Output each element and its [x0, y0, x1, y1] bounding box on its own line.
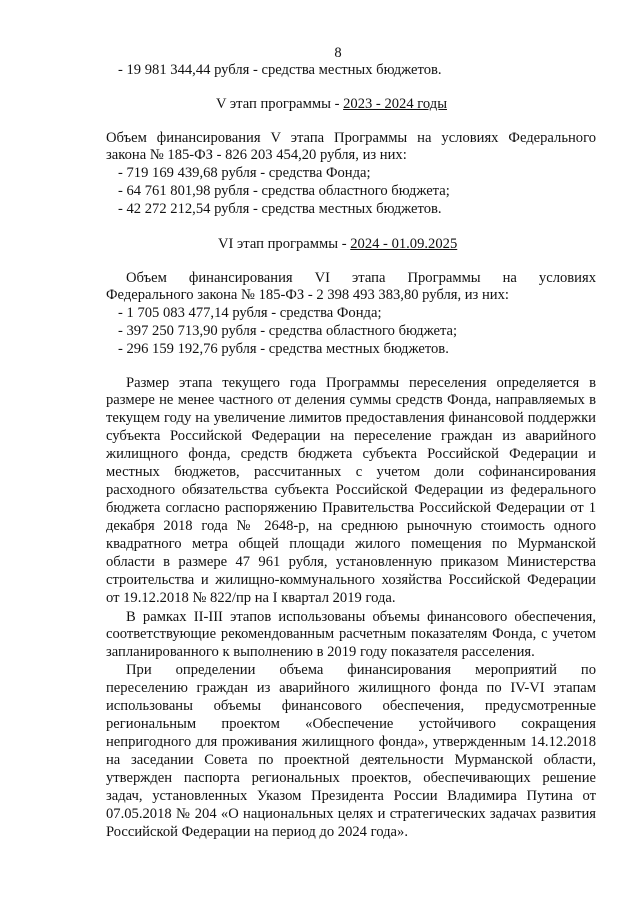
paragraph-line: Федерального закона № 185-ФЗ - 2 398 493 383,80 рубля, из них:: [106, 287, 509, 303]
paragraph-line: местных бюджетов, рассчитанных с учетом доли софинансирования: [106, 464, 596, 480]
paragraph-line: субъекта Российской Федерации на переселение граждан из аварийного: [106, 428, 596, 444]
paragraph-line: использованы объемы финансового обеспечения, предусмотренные: [106, 698, 596, 714]
list-item: - 64 761 801,98 рубля - средства областного бюджета;: [118, 183, 450, 199]
paragraph-line: жилищного фонда, средств бюджета субъекта Российской Федерации и: [106, 446, 596, 462]
paragraph-line: Российской Федерации на период до 2024 года».: [106, 824, 408, 840]
paragraph-line: декабря 2018 года № 2648-р, на среднюю рыночную стоимость одного: [106, 518, 596, 534]
list-item: - 719 169 439,68 рубля - средства Фонда;: [118, 165, 371, 181]
heading-prefix: V этап программы -: [216, 96, 344, 112]
list-item: - 397 250 713,90 рубля - средства областного бюджета;: [118, 323, 458, 339]
list-item: - 42 272 212,54 рубля - средства местных бюджетов.: [118, 201, 442, 217]
list-item: - 19 981 344,44 рубля - средства местных бюджетов.: [118, 62, 442, 78]
page-number: 8: [334, 45, 342, 61]
section-heading-stage-5: [216, 96, 447, 113]
paragraph-line: текущем году на увеличение лимитов предоставления финансовой поддержки: [106, 410, 596, 426]
paragraph-line: от 19.12.2018 № 822/пр на I квартал 2019 года.: [106, 590, 396, 606]
paragraph-line: квадратного метра общей площади жилого помещения по Мурманской: [106, 536, 596, 552]
paragraph-line: размере не менее частного от деления суммы средств Фонда, направляемых в: [106, 392, 596, 408]
list-item: - 296 159 192,76 рубля - средства местных бюджетов.: [118, 341, 449, 357]
paragraph-line: на заседании Совета по проектной деятельности Мурманской области,: [106, 752, 596, 768]
paragraph-line: бюджета согласно распоряжению Правительства Российской Федерации от 1: [106, 500, 596, 516]
paragraph-line: 07.05.2018 № 204 «О национальных целях и стратегических задачах развития: [106, 806, 596, 822]
paragraph-line: закона № 185-ФЗ - 826 203 454,20 рубля, из них:: [106, 147, 407, 163]
heading-period: 2024 - 01.09.2025: [350, 236, 458, 252]
paragraph-line: области в размере 47 961 рубля, установленную приказом Министерства: [106, 554, 596, 570]
paragraph-line: соответствующие рекомендованным расчетным показателям Фонда, с учетом: [106, 626, 596, 642]
paragraph-line: задач, установленных Указом Президента России Владимира Путина от: [106, 788, 596, 804]
paragraph-line: Объем финансирования V этапа Программы на условиях Федерального: [106, 130, 596, 146]
list-item: - 1 705 083 477,14 рубля - средства Фонда;: [118, 305, 382, 321]
paragraph-line: В рамках II-III этапов использованы объемы финансового обеспечения,: [126, 609, 596, 625]
paragraph-line: строительства и жилищно-коммунального хозяйства Российской Федерации: [106, 572, 596, 588]
paragraph-line: Размер этапа текущего года Программы переселения определяется в: [126, 375, 596, 391]
paragraph-line: запланированного к выполнению в 2019 году показателя расселения.: [106, 644, 535, 660]
heading-prefix: VI этап программы -: [218, 236, 351, 252]
paragraph-line: Объем финансирования VI этапа Программы на условиях: [126, 270, 596, 286]
paragraph-line: непригодного для проживания жилищного фонда», утвержденным 14.12.2018: [106, 734, 596, 750]
section-heading-stage-6: [218, 236, 457, 253]
paragraph-line: утвержден паспорта региональных проектов, обеспечивающих решение: [106, 770, 596, 786]
heading-period: 2023 - 2024 годы: [343, 96, 448, 112]
paragraph-line: расходного обязательства субъекта Российской Федерации из федерального: [106, 482, 596, 498]
paragraph-line: переселению граждан из аварийного жилищного фонда по IV-VI этапам: [106, 680, 596, 696]
paragraph-line: региональным проектом «Обеспечение устойчивого сокращения: [106, 716, 596, 732]
paragraph-line: При определении объема финансирования мероприятий по: [126, 662, 596, 678]
